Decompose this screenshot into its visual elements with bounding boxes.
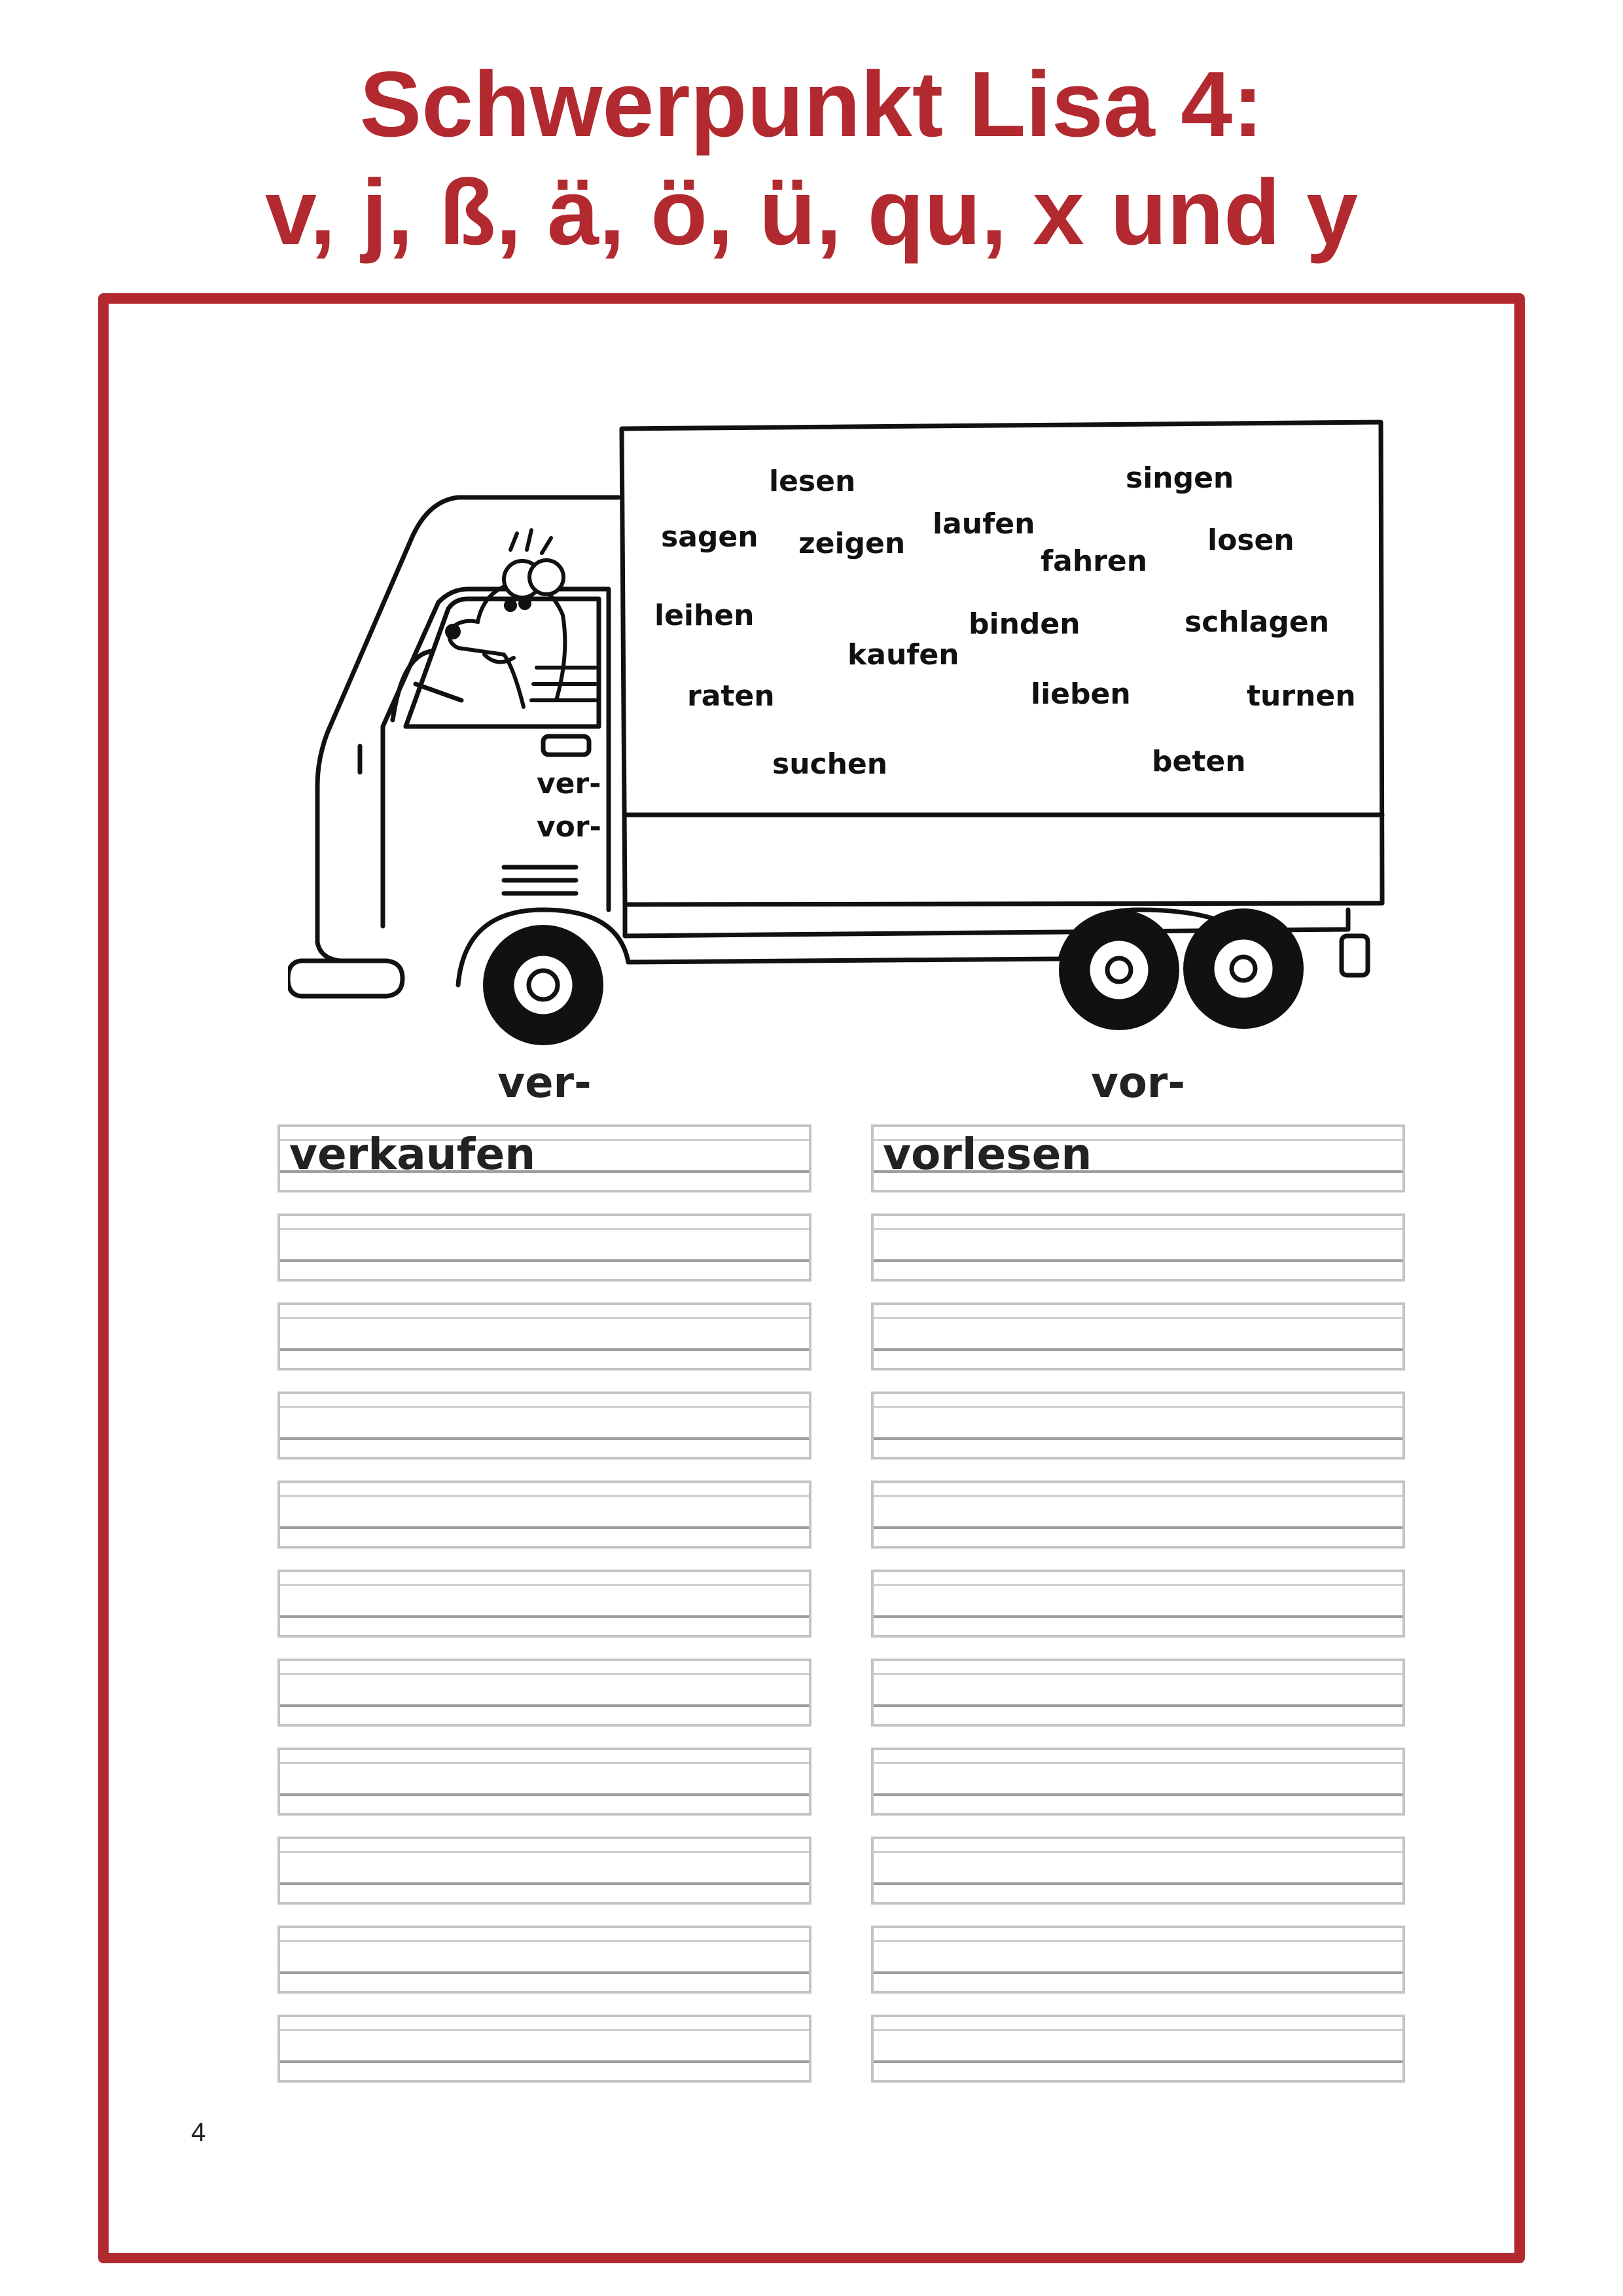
helper-line bbox=[280, 1495, 809, 1497]
helper-line bbox=[874, 1851, 1402, 1853]
truck-word-lesen: lesen bbox=[769, 465, 856, 498]
truck-word-kaufen: kaufen bbox=[847, 638, 959, 672]
writing-line-row[interactable] bbox=[871, 1837, 1405, 1905]
baseline bbox=[874, 1882, 1402, 1885]
example-word: verkaufen bbox=[289, 1129, 536, 1179]
writing-line-row[interactable] bbox=[871, 1926, 1405, 1994]
writing-line-row[interactable] bbox=[277, 1480, 812, 1549]
writing-lines-vor bbox=[871, 1124, 1405, 2104]
writing-line-row[interactable] bbox=[871, 1124, 1405, 1193]
helper-line bbox=[280, 1940, 809, 1942]
helper-line bbox=[874, 1584, 1402, 1586]
page-number: 4 bbox=[191, 2118, 206, 2147]
page-title-line-2: v, j, ß, ä, ö, ü, qu, x und y bbox=[265, 160, 1358, 264]
writing-line-row[interactable] bbox=[871, 1748, 1405, 1816]
truck-word-binden: binden bbox=[969, 607, 1080, 641]
writing-line-row[interactable] bbox=[277, 1570, 812, 1638]
baseline bbox=[280, 1259, 809, 1262]
writing-line-row[interactable] bbox=[277, 1124, 812, 1193]
helper-line bbox=[874, 1673, 1402, 1675]
baseline bbox=[280, 1437, 809, 1440]
writing-line-row[interactable] bbox=[871, 1391, 1405, 1460]
baseline bbox=[874, 1793, 1402, 1796]
writing-line-row[interactable] bbox=[871, 1302, 1405, 1371]
helper-line bbox=[280, 1673, 809, 1675]
baseline bbox=[280, 2060, 809, 2063]
helper-line bbox=[874, 1940, 1402, 1942]
truck-word-sagen: sagen bbox=[661, 520, 758, 554]
writing-line-row[interactable] bbox=[871, 1570, 1405, 1638]
writing-lines-ver bbox=[277, 1124, 812, 2104]
baseline bbox=[280, 1971, 809, 1974]
helper-line bbox=[874, 1228, 1402, 1230]
baseline bbox=[280, 1526, 809, 1529]
truck-word-schlagen: schlagen bbox=[1185, 605, 1330, 639]
baseline bbox=[874, 1437, 1402, 1440]
truck-word-lieben: lieben bbox=[1031, 677, 1131, 711]
page-title-line-1: Schwerpunkt Lisa 4: bbox=[359, 52, 1264, 156]
helper-line bbox=[874, 1762, 1402, 1764]
truck-word-laufen: laufen bbox=[933, 507, 1035, 541]
writing-line-row[interactable] bbox=[871, 2015, 1405, 2083]
door-prefix-ver: ver- bbox=[537, 767, 601, 800]
baseline bbox=[874, 2060, 1402, 2063]
helper-line bbox=[280, 2029, 809, 2031]
helper-line bbox=[280, 1228, 809, 1230]
column-heading-ver: ver- bbox=[497, 1059, 592, 1107]
writing-line-row[interactable] bbox=[277, 1659, 812, 1727]
baseline bbox=[874, 1615, 1402, 1618]
writing-line-row[interactable] bbox=[277, 1213, 812, 1282]
helper-line bbox=[874, 2029, 1402, 2031]
truck-word-leihen: leihen bbox=[654, 599, 755, 632]
baseline bbox=[280, 1348, 809, 1351]
baseline bbox=[874, 1526, 1402, 1529]
truck-word-turnen: turnen bbox=[1247, 679, 1356, 713]
truck-word-fahren: fahren bbox=[1041, 545, 1148, 578]
helper-line bbox=[280, 1762, 809, 1764]
helper-line bbox=[874, 1406, 1402, 1408]
baseline bbox=[874, 1971, 1402, 1974]
column-heading-vor: vor- bbox=[1091, 1059, 1185, 1107]
baseline bbox=[280, 1793, 809, 1796]
truck-word-zeigen: zeigen bbox=[798, 527, 906, 560]
writing-line-row[interactable] bbox=[277, 1837, 812, 1905]
truck-word-suchen: suchen bbox=[772, 747, 888, 781]
example-word: vorlesen bbox=[883, 1129, 1092, 1179]
truck-word-losen: losen bbox=[1207, 524, 1294, 557]
baseline bbox=[874, 1259, 1402, 1262]
writing-line-row[interactable] bbox=[277, 2015, 812, 2083]
baseline bbox=[280, 1882, 809, 1885]
writing-line-row[interactable] bbox=[871, 1213, 1405, 1282]
helper-line bbox=[280, 1406, 809, 1408]
truck-word-beten: beten bbox=[1152, 745, 1246, 778]
writing-line-row[interactable] bbox=[277, 1926, 812, 1994]
truck-word-raten: raten bbox=[687, 679, 775, 713]
baseline bbox=[280, 1704, 809, 1707]
writing-line-row[interactable] bbox=[871, 1480, 1405, 1549]
baseline bbox=[874, 1704, 1402, 1707]
truck-with-mouse-driver-icon bbox=[288, 393, 1400, 1047]
truck-word-singen: singen bbox=[1126, 461, 1234, 495]
helper-line bbox=[874, 1495, 1402, 1497]
helper-line bbox=[280, 1317, 809, 1319]
helper-line bbox=[874, 1317, 1402, 1319]
writing-line-row[interactable] bbox=[277, 1391, 812, 1460]
writing-line-row[interactable] bbox=[871, 1659, 1405, 1727]
helper-line bbox=[280, 1584, 809, 1586]
writing-line-row[interactable] bbox=[277, 1748, 812, 1816]
door-prefix-vor: vor- bbox=[537, 810, 601, 844]
helper-line bbox=[280, 1851, 809, 1853]
writing-line-row[interactable] bbox=[277, 1302, 812, 1371]
baseline bbox=[280, 1615, 809, 1618]
baseline bbox=[874, 1348, 1402, 1351]
